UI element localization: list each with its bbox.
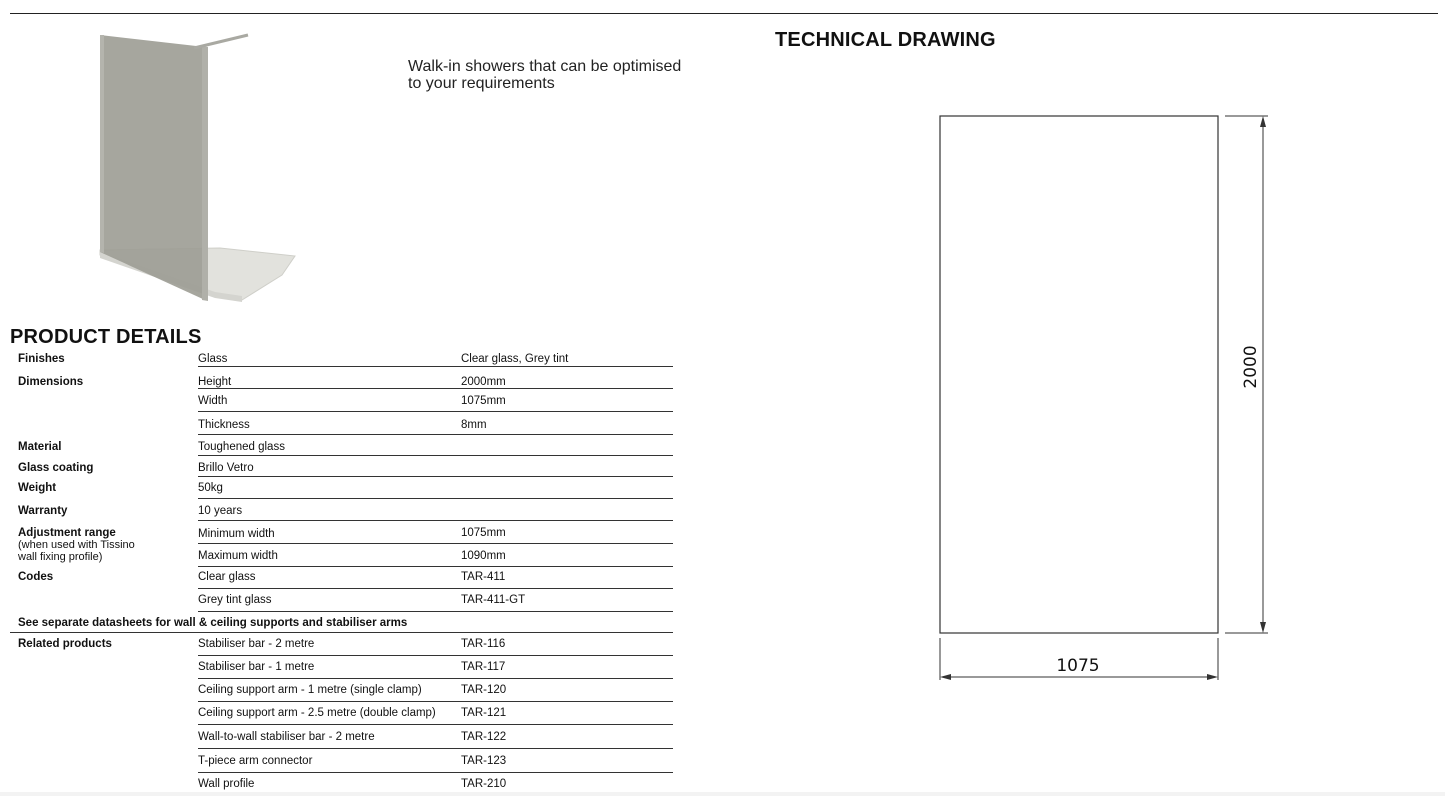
top-divider	[10, 13, 1438, 14]
spec-value: TAR-123	[461, 755, 507, 767]
table-row	[198, 456, 673, 477]
spec-name: Wall-to-wall stabiliser bar - 2 metre	[198, 731, 375, 743]
spec-name: Glass	[198, 353, 228, 365]
related-products-label: Related products	[18, 638, 112, 650]
spec-name: Minimum width	[198, 528, 275, 540]
table-row	[198, 749, 673, 773]
spec-name: Toughened glass	[198, 441, 285, 453]
related-products-row	[10, 633, 673, 793]
finishes-row	[10, 350, 673, 367]
table-row	[198, 566, 673, 589]
spec-name: Thickness	[198, 419, 250, 431]
spec-name: Clear glass	[198, 571, 256, 583]
spec-name: Maximum width	[198, 550, 278, 562]
table-row	[198, 367, 673, 389]
weight-label: Weight	[18, 482, 57, 494]
spec-value: TAR-116	[461, 638, 506, 650]
glass-coating-row	[10, 456, 673, 477]
adjustment-range-row	[10, 521, 673, 566]
spec-name: Ceiling support arm - 1 metre (single clamp)	[198, 684, 422, 696]
technical-drawing	[930, 105, 1290, 695]
material-row	[10, 434, 673, 456]
spec-name: Grey tint glass	[198, 594, 272, 606]
spec-value: 2000mm	[461, 376, 506, 388]
product-details-table	[10, 350, 673, 793]
spec-name: 50kg	[198, 482, 223, 494]
product-details-title: PRODUCT DETAILS	[10, 326, 202, 348]
spec-name: Height	[198, 376, 232, 388]
table-row	[198, 656, 673, 679]
table-row	[198, 702, 673, 725]
spec-value: 8mm	[461, 419, 487, 431]
table-row	[198, 412, 673, 435]
spec-value: TAR-210	[461, 778, 507, 790]
shower-panel-image	[90, 30, 300, 305]
codes-label: Codes	[18, 571, 54, 583]
table-row	[198, 589, 673, 612]
table-row	[198, 725, 673, 749]
spec-name: Width	[198, 395, 228, 407]
table-row	[198, 521, 673, 544]
adjustment-range-label: Adjustment range (when used with Tissino wall fixing profile)	[18, 527, 148, 563]
spec-name: Wall profile	[198, 778, 255, 790]
dimensions-label: Dimensions	[18, 376, 84, 388]
table-row	[198, 633, 673, 656]
warranty-label: Warranty	[18, 505, 68, 517]
dimensions-row	[10, 367, 673, 434]
spec-name: Brillo Vetro	[198, 462, 254, 474]
adjustment-range-note: (when used with Tissino wall fixing profile)	[18, 539, 135, 563]
spec-value: TAR-120	[461, 684, 507, 696]
table-row	[198, 389, 673, 412]
tagline: Walk-in showers that can be optimised to your requirements	[408, 58, 682, 92]
table-row	[198, 679, 673, 702]
see-separate-note: See separate datasheets for wall & ceiling supports and stabiliser arms	[18, 617, 408, 629]
codes-row	[10, 566, 673, 610]
technical-drawing-title: TECHNICAL DRAWING	[775, 29, 996, 51]
width-dimension-label: 1075	[1056, 656, 1100, 676]
weight-row	[10, 477, 673, 499]
table-row	[198, 477, 673, 499]
spec-name: Stabiliser bar - 2 metre	[198, 638, 315, 650]
spec-value: Clear glass, Grey tint	[461, 353, 569, 365]
table-row	[198, 499, 673, 521]
spec-name: Stabiliser bar - 1 metre	[198, 661, 315, 673]
spec-value: TAR-117	[461, 661, 506, 673]
spec-value: TAR-411	[461, 571, 506, 583]
spec-value: 1075mm	[461, 527, 506, 539]
spec-value: 1090mm	[461, 550, 506, 562]
glass-coating-label: Glass coating	[18, 462, 94, 474]
table-row	[198, 434, 673, 456]
spec-name: 10 years	[198, 505, 243, 517]
table-row	[198, 544, 673, 567]
spec-name: Ceiling support arm - 2.5 metre (double clamp)	[198, 707, 436, 719]
height-dimension-label: 2000	[1241, 345, 1261, 389]
spec-value: 1075mm	[461, 395, 506, 407]
warranty-row	[10, 499, 673, 521]
footer-band	[0, 792, 1445, 796]
spec-value: TAR-411-GT	[461, 594, 526, 606]
spec-name: T-piece arm connector	[198, 755, 313, 767]
table-row	[198, 350, 673, 367]
material-label: Material	[18, 441, 62, 453]
spec-value: TAR-121	[461, 707, 507, 719]
finishes-label: Finishes	[18, 353, 65, 365]
spec-value: TAR-122	[461, 731, 507, 743]
see-separate-row	[10, 610, 673, 633]
